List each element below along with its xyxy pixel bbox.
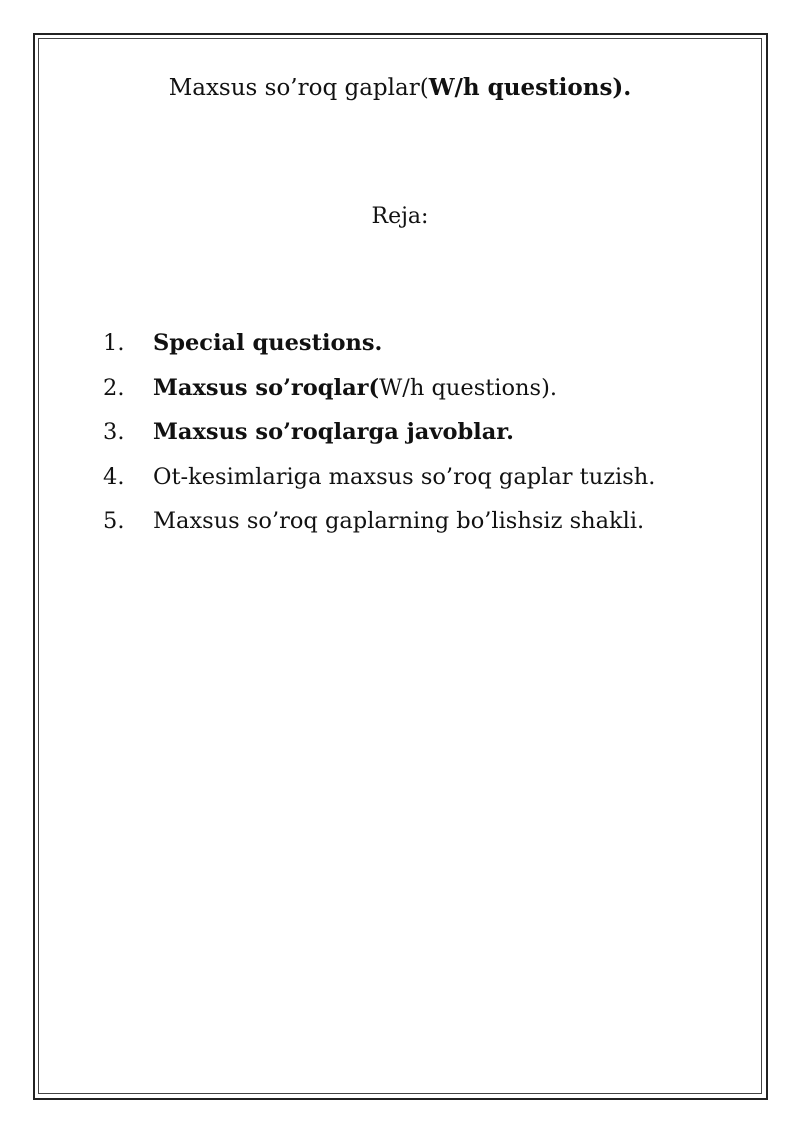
plan-item (103, 419, 655, 464)
plan-item-number: 2. (103, 374, 125, 401)
plan-item-bold: Special questions. (153, 330, 383, 356)
plan-item-number: 5. (103, 508, 125, 534)
plan-item-number: 1. (103, 330, 125, 356)
title-bold: W/h questions). (428, 74, 632, 101)
plan-heading: Reja: (371, 204, 429, 229)
plan-item (103, 464, 655, 509)
plan-item (103, 330, 655, 375)
document-title (0, 74, 800, 101)
plan-item-number: 4. (103, 463, 125, 490)
plan-item-regular: Maxsus so’roq gaplarning bo’lishsiz shakli. (153, 508, 645, 534)
plan-item-regular: Ot-kesimlariga maxsus so’roq gaplar tuzish. (153, 463, 656, 490)
plan-item-bold: Maxsus so’roqlarga javoblar. (153, 419, 514, 445)
title-regular: Maxsus so’roq gaplar( (168, 75, 429, 101)
plan-list (103, 330, 655, 553)
plan-item (103, 508, 655, 553)
plan-item-regular: W/h questions). (379, 374, 558, 401)
plan-item-number: 3. (103, 419, 125, 445)
plan-item (103, 375, 655, 420)
page-border-inner (38, 38, 762, 1094)
plan-item-bold: Maxsus so’roqlar( (153, 374, 380, 401)
